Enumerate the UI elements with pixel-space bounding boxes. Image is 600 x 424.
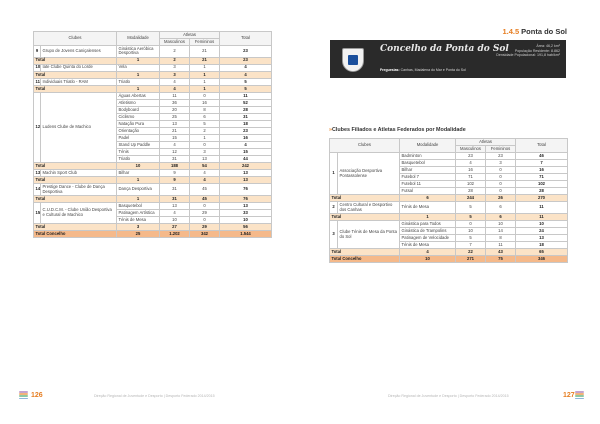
male-count: 2 — [160, 46, 190, 58]
total-athletes: 270 — [516, 195, 568, 202]
male-count: 20 — [160, 106, 190, 113]
total-row — [34, 85, 272, 92]
total-label: Total — [330, 249, 400, 256]
female-count: 13 — [190, 156, 220, 163]
club-number: 10 — [35, 64, 41, 70]
table-subtitle — [329, 127, 466, 133]
total-male: 4 — [160, 85, 190, 92]
total-row — [34, 224, 272, 231]
total-athletes: 76 — [220, 196, 272, 203]
section-title — [502, 27, 567, 36]
modality-cell: Bilhar — [117, 170, 160, 177]
total-modalities: 1 — [400, 213, 456, 220]
modality-cell: Ténis de Mesa — [400, 242, 456, 249]
banner-area: Área: 46,2 km² — [536, 44, 560, 48]
banner-density: Densidade Populacional: 191,8 hab/km² — [496, 53, 560, 58]
male-count: 12 — [160, 149, 190, 156]
modality-cell: Ténis de Mesa — [400, 202, 456, 214]
grand-total-athletes: 1.544 — [220, 231, 272, 238]
male-count: 21 — [160, 128, 190, 135]
total-count: 16 — [220, 135, 272, 142]
total-count: 23 — [220, 46, 272, 58]
total-row — [34, 71, 272, 78]
table-row — [330, 153, 568, 160]
total-count: 18 — [220, 121, 272, 128]
table-row — [330, 221, 568, 228]
club-name: Ludens Clube de Machico — [41, 92, 117, 162]
club-number: 9 — [34, 46, 41, 58]
header-clubes: Clubes — [34, 32, 117, 46]
page-number-right: 127 — [563, 392, 575, 399]
female-count: 1 — [190, 78, 220, 85]
header-femininos: Femininos — [190, 39, 220, 46]
male-count: 31 — [160, 156, 190, 163]
total-male: 5 — [456, 213, 486, 220]
total-count: 5 — [220, 78, 272, 85]
total-athletes: 4 — [220, 71, 272, 78]
section-number: 1.4.5 — [502, 27, 520, 36]
modality-cell: Ciclismo — [117, 114, 160, 121]
total-athletes: 56 — [220, 224, 272, 231]
total-count: 102 — [516, 181, 568, 188]
female-count: 6 — [486, 202, 516, 214]
club-number: 12 — [34, 92, 41, 162]
modality-cell: Triatlo — [117, 78, 160, 85]
total-athletes: 65 — [516, 249, 568, 256]
total-count: 46 — [516, 153, 568, 160]
total-male: 2 — [160, 57, 190, 64]
total-modalities: 6 — [400, 195, 456, 202]
male-count: 11 — [160, 92, 190, 99]
header-clubes: Clubes — [330, 139, 400, 153]
total-male: 244 — [456, 195, 486, 202]
page-footer-right: Direção Regional de Juventude e Desporto | Desporto Federado 2014/2015 — [388, 394, 509, 398]
male-count: 10 — [160, 217, 190, 224]
subtitle-arrow-icon: » — [329, 127, 332, 133]
table-row — [34, 184, 272, 196]
female-count: 11 — [486, 242, 516, 249]
page-number: 126 — [31, 392, 43, 399]
modality-cell: Badminton — [400, 153, 456, 160]
total-female: 29 — [190, 224, 220, 231]
total-count: 10 — [220, 217, 272, 224]
female-count: 3 — [190, 149, 220, 156]
right-table-body — [330, 153, 568, 263]
modality-cell: Bilhar — [400, 167, 456, 174]
modality-cell: Basquetebol — [117, 203, 160, 210]
club-name: Centro Cultural e Desportivo dos Canhas — [338, 202, 400, 214]
total-count: 44 — [220, 156, 272, 163]
total-label: Total — [34, 224, 117, 231]
male-count: 25 — [160, 114, 190, 121]
grand-total-label: Total Concelho — [34, 231, 117, 238]
right-clubs-table — [329, 138, 567, 263]
total-row — [330, 195, 568, 202]
total-count: 31 — [220, 114, 272, 121]
male-count: 3 — [160, 64, 190, 71]
male-count: 13 — [160, 121, 190, 128]
total-label: Total — [34, 71, 117, 78]
female-count: 1 — [190, 64, 220, 71]
total-row — [34, 196, 272, 203]
total-row — [34, 57, 272, 64]
total-modalities: 4 — [400, 249, 456, 256]
total-label: Total — [34, 85, 117, 92]
club-number: 3 — [330, 221, 338, 249]
total-count: 24 — [516, 228, 568, 235]
grand-total-athletes: 346 — [516, 256, 568, 263]
female-count: 8 — [190, 106, 220, 113]
male-count: 36 — [160, 99, 190, 106]
total-count: 33 — [220, 210, 272, 217]
total-count: 10 — [516, 221, 568, 228]
total-row — [330, 249, 568, 256]
female-count: 2 — [190, 128, 220, 135]
total-count: 13 — [220, 170, 272, 177]
modality-cell: Águas Abertas — [117, 92, 160, 99]
total-female: 21 — [190, 57, 220, 64]
male-count: 10 — [456, 228, 486, 235]
male-count: 7 — [456, 242, 486, 249]
page-stripes-icon-right — [575, 391, 584, 400]
modality-cell: Ginástica de Trampolins — [400, 228, 456, 235]
grand-total-female: 75 — [486, 256, 516, 263]
total-male: 9 — [160, 177, 190, 184]
modality-cell: Ginástica Aeróbica Desportiva — [117, 46, 160, 58]
municipality-banner — [330, 40, 566, 78]
grand-total-row — [330, 256, 568, 263]
total-label: Total — [34, 163, 117, 170]
total-modalities: 10 — [117, 163, 160, 170]
total-female: 1 — [190, 85, 220, 92]
male-count: 5 — [456, 235, 486, 242]
total-count: 11 — [220, 92, 272, 99]
club-name: Clube Ténis de Mesa da Ponta do Sol — [338, 221, 400, 249]
modality-cell: Natação Pura — [117, 121, 160, 128]
modality-cell: Patinagem de Velocidade — [400, 235, 456, 242]
club-number: 13 — [35, 169, 41, 175]
female-count: 3 — [486, 160, 516, 167]
female-count: 0 — [486, 174, 516, 181]
header-modalidade: Modalidade — [400, 139, 456, 153]
table-row — [34, 64, 272, 71]
male-count: 13 — [160, 203, 190, 210]
banner-parishes — [380, 68, 466, 72]
header-femininos: Femininos — [486, 146, 516, 153]
header-total: Total — [516, 139, 568, 153]
total-count: 15 — [220, 149, 272, 156]
total-modalities: 1 — [117, 85, 160, 92]
club-number: 1 — [330, 153, 338, 195]
total-female: 43 — [486, 249, 516, 256]
male-count: 4 — [160, 142, 190, 149]
grand-total-female: 342 — [190, 231, 220, 238]
modality-cell: Dança Desportiva — [117, 184, 160, 196]
total-count: 16 — [516, 167, 568, 174]
parishes-list: Canhas, Madalena do Mar e Ponta do Sol — [400, 68, 466, 72]
total-female: 4 — [190, 177, 220, 184]
total-count: 4 — [220, 142, 272, 149]
total-count: 18 — [516, 242, 568, 249]
section-name: Ponta do Sol — [521, 27, 567, 36]
club-name: Machin Sport Club — [41, 170, 117, 177]
male-count: 23 — [456, 153, 486, 160]
total-female: 1 — [190, 71, 220, 78]
total-male: 3 — [160, 71, 190, 78]
total-female: 6 — [486, 213, 516, 220]
page-footer: Direção Regional de Juventude e Desporto | Desporto Federado 2014/2015 — [94, 394, 215, 398]
modality-cell: Futsal — [400, 188, 456, 195]
club-number: 11 — [35, 78, 40, 84]
male-count: 102 — [456, 181, 486, 188]
female-count: 6 — [190, 114, 220, 121]
parishes-label: Freguesias: — [380, 68, 400, 72]
total-count: 52 — [220, 99, 272, 106]
female-count: 8 — [486, 235, 516, 242]
total-female: 26 — [486, 195, 516, 202]
male-count: 9 — [160, 170, 190, 177]
male-count: 5 — [456, 202, 486, 214]
total-count: 28 — [220, 106, 272, 113]
club-name: Prestige Dance - Clube de Dança Desportiva — [41, 184, 117, 196]
total-male: 188 — [160, 163, 190, 170]
female-count: 0 — [190, 203, 220, 210]
total-label: Total — [34, 177, 117, 184]
male-count: 16 — [456, 167, 486, 174]
female-count: 5 — [190, 121, 220, 128]
grand-total-label: Total Concelho — [330, 256, 400, 263]
total-count: 76 — [220, 184, 272, 196]
female-count: 0 — [486, 188, 516, 195]
header-modalidade: Modalidade — [117, 32, 160, 46]
header-total: Total — [220, 32, 272, 46]
total-row — [34, 163, 272, 170]
modality-cell: Triatlo — [117, 156, 160, 163]
female-count: 0 — [486, 167, 516, 174]
modality-cell: Ténis de Mesa — [117, 217, 160, 224]
total-row — [34, 177, 272, 184]
total-athletes: 5 — [220, 85, 272, 92]
total-count: 4 — [220, 64, 272, 71]
total-count: 23 — [220, 128, 272, 135]
modality-cell: Futebol 7 — [400, 174, 456, 181]
grand-total-male: 271 — [456, 256, 486, 263]
table-row — [330, 202, 568, 214]
total-count: 11 — [516, 202, 568, 214]
male-count: 31 — [160, 184, 190, 196]
grand-total-row — [34, 231, 272, 238]
grand-total-male: 1.202 — [160, 231, 190, 238]
header-atletas: Atletas — [456, 139, 516, 146]
modality-cell: Basquetebol — [400, 160, 456, 167]
female-count: 4 — [190, 170, 220, 177]
male-count: 0 — [456, 221, 486, 228]
modality-cell: Orientação — [117, 128, 160, 135]
male-count: 4 — [456, 160, 486, 167]
female-count: 45 — [190, 184, 220, 196]
club-number: 15 — [34, 203, 41, 224]
header-atletas: Atletas — [160, 32, 220, 39]
female-count: 0 — [486, 181, 516, 188]
modality-cell: Atletismo — [117, 99, 160, 106]
left-clubs-table — [33, 31, 271, 238]
total-modalities: 1 — [117, 71, 160, 78]
club-name: C.U.D.C.M. - Clube União Desportiva e Cultural de Machico — [41, 203, 117, 224]
male-count: 71 — [456, 174, 486, 181]
club-name: Associação Desportiva Pontassolense — [338, 153, 400, 195]
female-count: 0 — [190, 92, 220, 99]
female-count: 16 — [190, 99, 220, 106]
table-row — [34, 78, 272, 85]
coat-of-arms-icon — [342, 48, 364, 72]
total-label: Total — [34, 57, 117, 64]
modality-cell: Stand Up Paddle — [117, 142, 160, 149]
total-athletes: 13 — [220, 177, 272, 184]
total-male: 27 — [160, 224, 190, 231]
page-stripes-icon — [19, 391, 28, 400]
total-female: 45 — [190, 196, 220, 203]
female-count: 29 — [190, 210, 220, 217]
total-athletes: 23 — [220, 57, 272, 64]
club-number: 2 — [330, 202, 338, 214]
male-count: 15 — [160, 135, 190, 142]
female-count: 0 — [190, 142, 220, 149]
total-male: 22 — [456, 249, 486, 256]
male-count: 4 — [160, 78, 190, 85]
banner-title: Concelho da Ponta do Sol — [380, 44, 509, 54]
table-row — [34, 92, 272, 99]
modality-cell: Bodyboard — [117, 106, 160, 113]
total-label: Total — [34, 196, 117, 203]
modality-cell: Futebol 11 — [400, 181, 456, 188]
male-count: 28 — [456, 188, 486, 195]
female-count: 21 — [190, 46, 220, 58]
grand-total-modalities: 25 — [117, 231, 160, 238]
male-count: 4 — [160, 210, 190, 217]
total-modalities: 1 — [117, 196, 160, 203]
female-count: 1 — [190, 135, 220, 142]
banner-population: População Residente: 8.862 — [514, 48, 560, 53]
total-row — [330, 213, 568, 220]
female-count: 23 — [486, 153, 516, 160]
club-number: 14 — [34, 184, 41, 196]
total-count: 13 — [516, 235, 568, 242]
total-count: 28 — [516, 188, 568, 195]
modality-cell: Patinagem Artística — [117, 210, 160, 217]
left-table-body — [34, 46, 272, 238]
subtitle-text: Clubes Filiados e Atletas Federados por Modalidade — [332, 127, 466, 133]
table-row — [34, 170, 272, 177]
header-masculinos: Masculinos — [160, 39, 190, 46]
total-label: Total — [330, 213, 400, 220]
total-modalities: 3 — [117, 224, 160, 231]
female-count: 0 — [190, 217, 220, 224]
modality-cell: Ginástica para Todos — [400, 221, 456, 228]
female-count: 14 — [486, 228, 516, 235]
total-count: 13 — [220, 203, 272, 210]
total-modalities: 1 — [117, 57, 160, 64]
total-athletes: 242 — [220, 163, 272, 170]
total-label: Total — [330, 195, 400, 202]
total-count: 7 — [516, 160, 568, 167]
club-name: Individuais Triatlo - RAM — [41, 78, 117, 85]
total-athletes: 11 — [516, 213, 568, 220]
modality-cell: Vela — [117, 64, 160, 71]
total-male: 31 — [160, 196, 190, 203]
grand-total-modalities: 10 — [400, 256, 456, 263]
table-row — [34, 203, 272, 210]
table-row — [34, 46, 272, 58]
club-name: Grupo de Jovens Caniçalenses — [41, 46, 117, 58]
modality-cell: Ténis — [117, 149, 160, 156]
female-count: 10 — [486, 221, 516, 228]
total-count: 71 — [516, 174, 568, 181]
header-masculinos: Masculinos — [456, 146, 486, 153]
total-modalities: 1 — [117, 177, 160, 184]
total-female: 54 — [190, 163, 220, 170]
modality-cell: Padel — [117, 135, 160, 142]
club-name: Iate Clube Quinta do Lorde — [41, 64, 117, 71]
